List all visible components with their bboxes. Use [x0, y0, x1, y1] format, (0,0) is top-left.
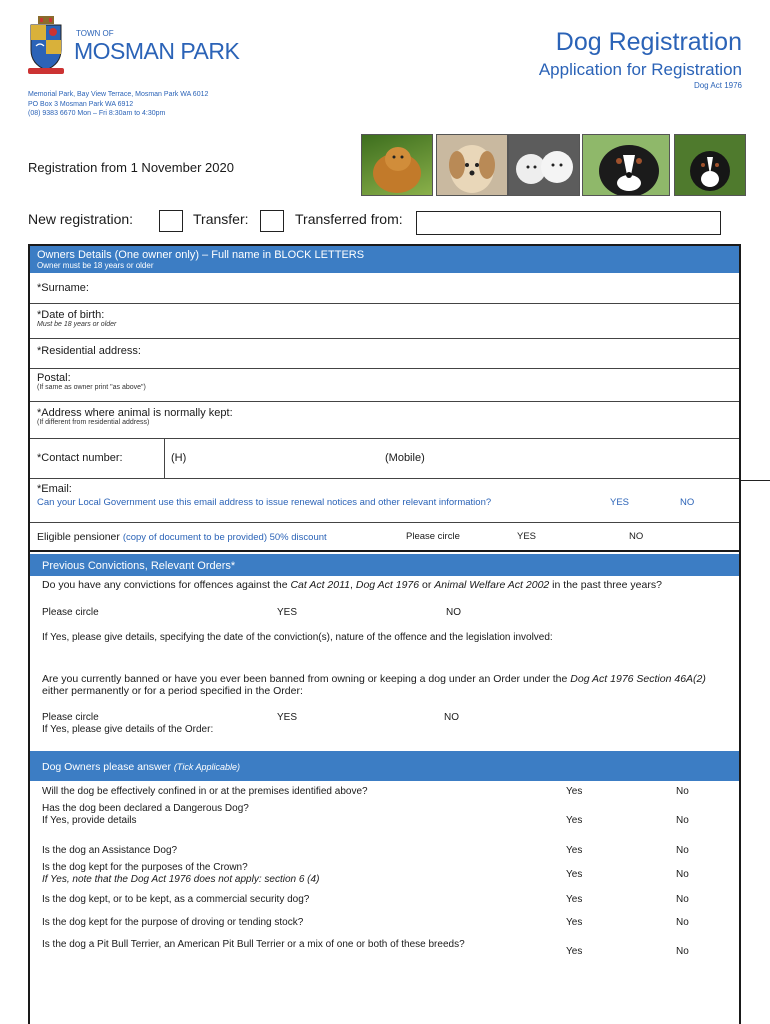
dob-label: *Date of birth: [37, 309, 105, 321]
owners-heading: Owners Details (One owner only) – Full name in BLOCK LETTERS [37, 249, 365, 261]
question-row [42, 786, 732, 798]
pensioner-please-circle: Please circle [406, 531, 460, 542]
conviction-details-prompt[interactable]: If Yes, please give details, specifying the date of the conviction(s), nature of the offence and the legislation involved: [42, 632, 553, 643]
order-details-prompt[interactable]: If Yes, please give details of the Order: [42, 724, 214, 735]
answer-no[interactable]: No [676, 786, 689, 797]
question-text: Is the dog kept for the purposes of the Crown? [42, 862, 248, 873]
answer-yes[interactable]: Yes [566, 869, 583, 880]
question-text: Is the dog kept for the purpose of droving or tending stock? [42, 917, 304, 928]
question-text: Is the dog kept, or to be kept, as a commercial security dog? [42, 894, 310, 905]
answer-no[interactable]: No [676, 917, 689, 928]
surname-label: *Surname: [37, 282, 89, 294]
transferred-from-field[interactable] [416, 211, 721, 235]
answer-yes[interactable]: Yes [566, 845, 583, 856]
convictions-question-1: Do you have any convictions for offences against the Cat Act 2011, Dog Act 1976 or Animal Welfare Act 2002 in the past three years? [42, 579, 662, 591]
answer-yes[interactable]: Yes [566, 786, 583, 797]
question-subtext: If Yes, provide details [42, 814, 137, 826]
dob-note: Must be 18 years or older [37, 321, 117, 328]
margin-line [741, 480, 770, 481]
date-of-birth-field[interactable] [30, 304, 739, 339]
question-row [42, 917, 732, 929]
answer-no[interactable]: No [676, 869, 689, 880]
new-registration-checkbox[interactable] [159, 210, 183, 232]
pensioner-yes[interactable]: YES [517, 531, 537, 542]
kept-note: (If different from residential address) [37, 419, 150, 426]
kept-label: *Address where animal is normally kept: [37, 407, 233, 419]
question-row [42, 939, 732, 957]
owners-heading-band [30, 246, 739, 273]
q2-yes[interactable]: YES [277, 712, 298, 723]
q1-no[interactable]: NO [446, 607, 461, 618]
pensioner-no[interactable]: NO [629, 531, 644, 542]
mobile-phone-field[interactable]: (Mobile) [385, 452, 425, 464]
contact-label: *Contact number: [37, 452, 123, 464]
form-title: Dog Registration [555, 28, 742, 56]
email-consent-question: Can your Local Government use this email address to issue renewal notices and other relevant information? [37, 497, 492, 508]
form-subtitle: Application for Registration [538, 60, 742, 79]
act-reference: Dog Act 1976 [693, 81, 742, 90]
home-phone-field[interactable]: (H) [171, 452, 187, 464]
question-text: Is the dog a Pit Bull Terrier, an American Pit Bull Terrier or a mix of one or both of these breeds? [42, 939, 465, 950]
transfer-checkbox[interactable] [260, 210, 284, 232]
question-row [42, 803, 732, 826]
registration-period: Registration from 1 November 2020 [28, 160, 234, 175]
owners-subheading: Owner must be 18 years or older [37, 261, 154, 270]
answer-no[interactable]: No [676, 845, 689, 856]
answer-no[interactable]: No [676, 946, 689, 957]
question-text: Has the dog been declared a Dangerous Dog? [42, 803, 249, 814]
address-line: (08) 9383 6670 Mon – Fri 8:30am to 4:30pm [28, 110, 166, 117]
answer-no[interactable]: No [676, 894, 689, 905]
town-of-label: TOWN OF [76, 29, 114, 38]
email-consent-no[interactable]: NO [680, 497, 695, 508]
question-row [42, 862, 732, 885]
residential-label: *Residential address: [37, 345, 141, 357]
question-text: Will the dog be effectively confined in or at the premises identified above? [42, 786, 368, 797]
council-address [28, 90, 208, 119]
q1-please-circle: Please circle [42, 607, 99, 618]
white-puppies-photo [508, 134, 580, 196]
address-line: PO Box 3 Mosman Park WA 6912 [28, 100, 134, 108]
answer-yes[interactable]: Yes [566, 917, 583, 928]
answer-yes[interactable]: Yes [566, 815, 583, 826]
pensioner-note: (copy of document to be provided) 50% discount [122, 532, 327, 543]
q2-please-circle: Please circle [42, 712, 99, 723]
golden-retriever-photo [361, 134, 433, 196]
animal-kept-address-field[interactable] [30, 402, 739, 439]
address-line: Memorial Park, Bay View Terrace, Mosman Park WA 6012 [28, 91, 209, 98]
convictions-heading: Previous Convictions, Relevant Orders* [30, 554, 739, 576]
contact-number-row [30, 439, 739, 479]
answer-yes[interactable]: Yes [566, 946, 583, 957]
answer-yes[interactable]: Yes [566, 894, 583, 905]
postal-label: Postal: [37, 372, 71, 384]
postal-address-field[interactable] [30, 369, 739, 402]
pensioner-label: Eligible pensioner [37, 531, 120, 543]
maltese-shih-tzu-photo [436, 134, 508, 196]
new-registration-label: New registration: [28, 211, 134, 227]
transferred-from-label: Transferred from: [295, 211, 403, 227]
email-field[interactable]: *Email: [37, 483, 72, 495]
email-consent-yes[interactable]: YES [610, 497, 630, 508]
postal-note: (If same as owner print "as above") [37, 384, 146, 391]
answer-no[interactable]: No [676, 815, 689, 826]
question-row [42, 845, 732, 857]
transfer-label: Transfer: [193, 211, 249, 227]
surname-field[interactable] [30, 273, 739, 304]
q2-no[interactable]: NO [444, 712, 459, 723]
question-subtext: If Yes, note that the Dog Act 1976 does not apply: section 6 (4) [42, 873, 320, 885]
residential-address-field[interactable] [30, 339, 739, 369]
pensioner-row [30, 523, 739, 551]
email-row [30, 479, 739, 523]
mosman-park-crest-logo [28, 16, 64, 76]
dog-owners-heading: Dog Owners please answer (Tick Applicable) [30, 751, 739, 781]
bernese-puppy-photo [674, 134, 746, 196]
convictions-question-2: Are you currently banned or have you ever been banned from owning or keeping a dog under an Order under the Dog Act 1976 Section 46A(2) either permanently or for a period specified in the Order: [42, 673, 706, 697]
q1-yes[interactable]: YES [277, 607, 298, 618]
bernese-mountain-dog-photo [582, 134, 670, 196]
question-row [42, 894, 732, 906]
question-text: Is the dog an Assistance Dog? [42, 845, 178, 856]
town-name: MOSMAN PARK [74, 38, 240, 64]
